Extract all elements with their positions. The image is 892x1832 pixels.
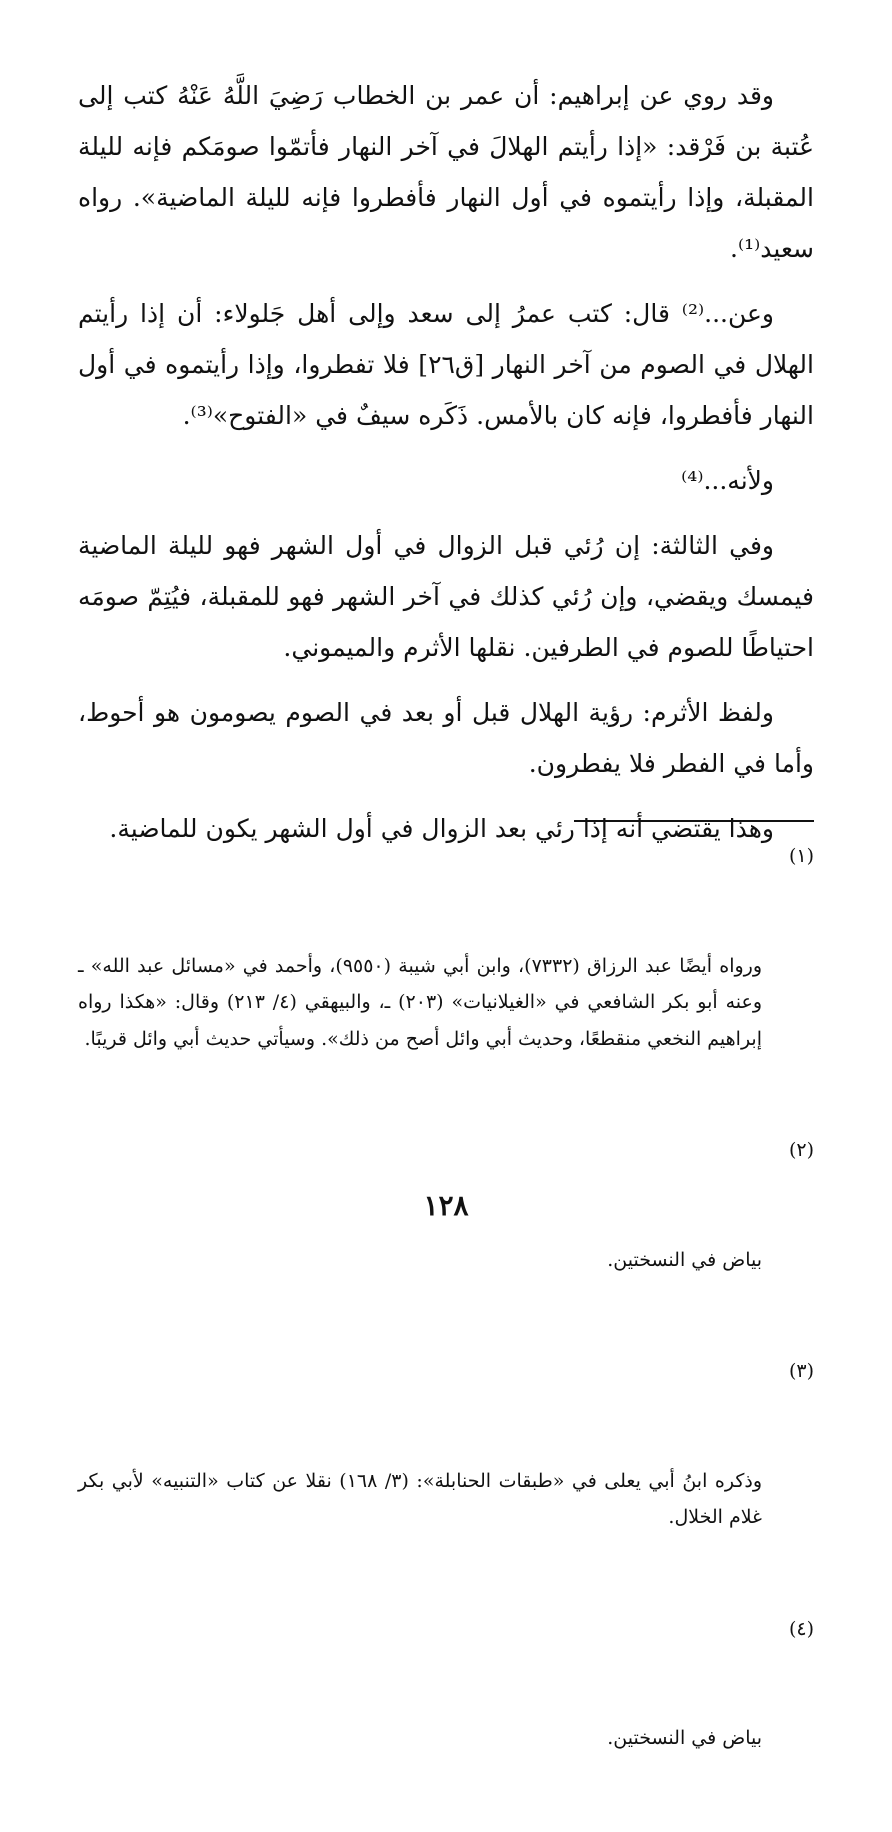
paragraph: ولأنه...⁽⁴⁾ xyxy=(681,466,774,495)
footnote-text: بياض في النسختين. xyxy=(607,1727,762,1749)
footnote xyxy=(71,1353,814,1609)
paragraph: وهذا يقتضي أنه إذا رئي بعد الزوال في أول الشهر يكون للماضية. xyxy=(109,814,774,843)
footnote-text: بياض في النسختين. xyxy=(607,1248,762,1271)
footnote-number: (٢) xyxy=(788,1139,814,1161)
main-text xyxy=(70,70,814,868)
footnote xyxy=(78,1132,814,1351)
footnote-number: (٣) xyxy=(788,1360,814,1382)
paragraph: وقد روي عن إبراهيم: أن عمر بن الخطاب رَضِيَ اللَّهُ عَنْهُ كتب إلى عُتبة بن فَرْقد: «إذا رأيتم الهلالَ في آخر النهار فأتمّوا صومَكم فإنه لليلة المقبلة، وإذا رأيتموه في أول النهار فأفطروا فإنه لليلة الماضية». رواه سعيد⁽¹⁾. xyxy=(70,81,814,263)
footnote-separator xyxy=(574,820,814,822)
footnote xyxy=(78,1611,814,1830)
page-number: ١٢٨ xyxy=(423,1189,469,1222)
paragraph: وفي الثالثة: إن رُئي قبل الزوال في أول الشهر فهو لليلة الماضية فيمسك ويقضي، وإن رُئي كذلك في آخر الشهر فهو للمقبلة، فيُتِمّ صومَه احتياطًا للصوم في الطرفين. نقلها الأثرم والميموني. xyxy=(70,531,814,662)
footnote-text: وذكره ابنُ أبي يعلى في «طبقات الحنابلة»: (٣/ ١٦٨) نقلا عن كتاب «التنبيه» لأبي بكر غلام الخلال. xyxy=(71,1469,763,1528)
footnote xyxy=(71,838,814,1130)
paragraph: وعن...⁽²⁾ قال: كتب عمرُ إلى سعد وإلى أهل جَلولاء: أن إذا رأيتم الهلال في الصوم من آخر النهار [ق٢٦] فلا تفطروا، وإذا رأيتموه في أول النهار فأفطروا، فإنه كان بالأمس. ذَكَره سيفٌ في «الفتوح»⁽³⁾. xyxy=(70,299,814,430)
footnote-text: ورواه أيضًا عبد الرزاق (٧٣٣٢)، وابن أبي شيبة (٩٥٥٠)، وأحمد في «مسائل عبد الله» ـ وعنه أبو بكر الشافعي في «الغيلانيات» (٢٠٣) ـ، والبيهقي (٤/ ٢١٣) وقال: «هكذا رواه إبراهيم النخعي منقطعًا، وحديث أبي وائل أصح من ذلك». وسيأتي حديث أبي وائل قريبًا. xyxy=(71,954,763,1050)
footnotes xyxy=(71,838,814,1832)
paragraph: ولفظ الأثرم: رؤية الهلال قبل أو بعد في الصوم يصومون هو أحوط، وأما في الفطر فلا يفطرون. xyxy=(70,698,814,778)
footnote-number: (١) xyxy=(788,845,814,867)
footnote-number: (٤) xyxy=(788,1617,814,1640)
